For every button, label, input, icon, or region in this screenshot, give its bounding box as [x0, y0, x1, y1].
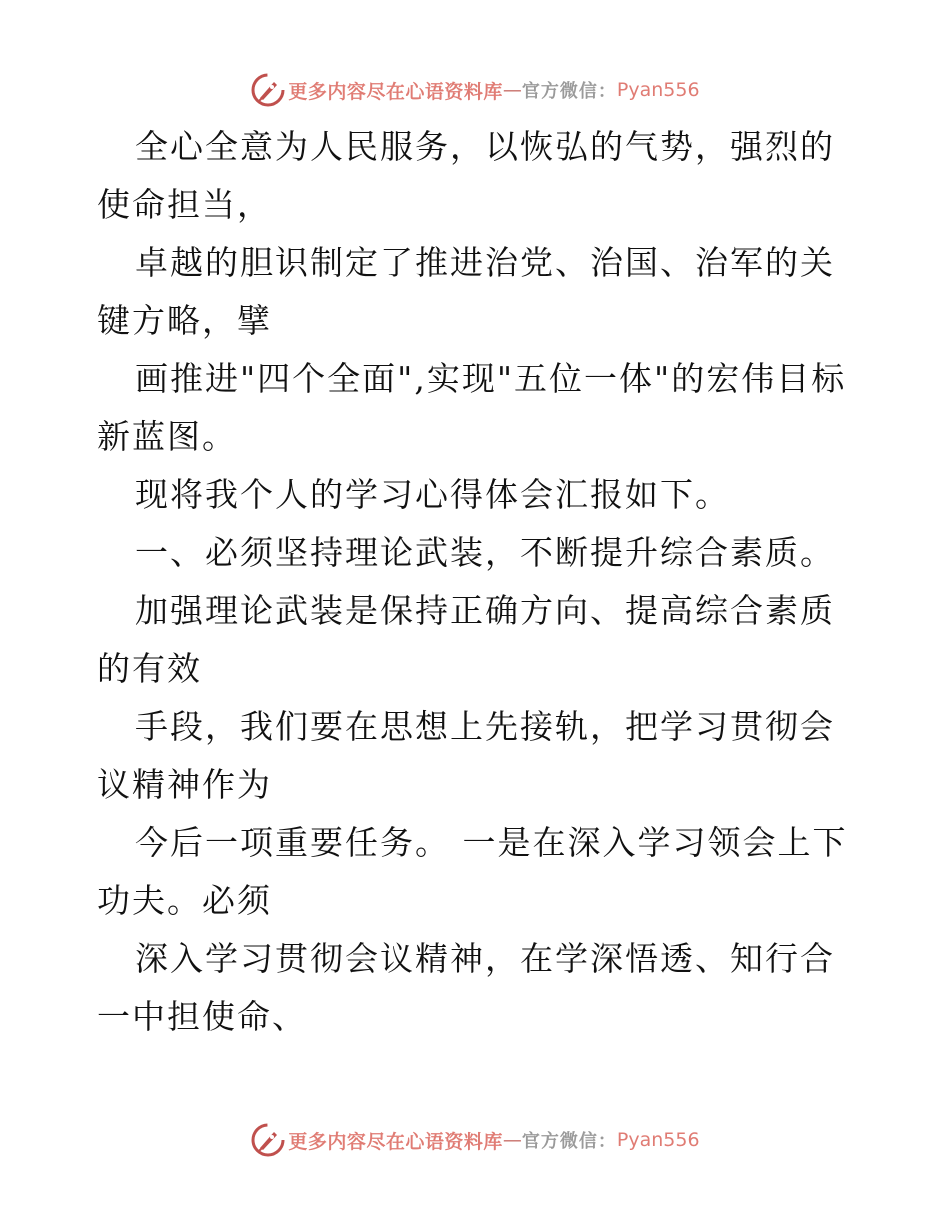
- banner-dash: —: [502, 79, 522, 101]
- banner-dash: —: [502, 1129, 522, 1151]
- paragraph: 现将我个人的学习心得体会汇报如下。: [135, 475, 730, 514]
- paragraph: 画推进"四个全面",实现"五位一体"的宏伟目标新蓝图。: [97, 359, 847, 456]
- banner-wechat-id: Pyan556: [616, 79, 700, 101]
- banner-wechat-label: 官方微信：: [521, 81, 617, 102]
- paragraph: 今后一项重要任务。 一是在深入学习领会上下功夫。必须: [97, 823, 848, 920]
- footer-banner: [0, 1120, 950, 1160]
- paragraph: 手段，我们要在思想上先接轨，把学习贯彻会议精神作为: [97, 707, 835, 804]
- paragraph: 全心全意为人民服务，以恢弘的气势，强烈的使命担当，: [97, 127, 835, 224]
- banner-site-name: 更多内容尽在心语资料库: [288, 1130, 503, 1153]
- paragraph: 深入学习贯彻会议精神，在学深悟透、知行合一中担使命、: [97, 939, 835, 1036]
- banner-wechat-id: Pyan556: [616, 1129, 700, 1151]
- banner-wechat-label: 官方微信：: [521, 1131, 617, 1152]
- pen-nib-logo-icon: [250, 1122, 286, 1158]
- pen-nib-logo-icon: [250, 72, 286, 108]
- banner-site-name: 更多内容尽在心语资料库: [288, 80, 503, 103]
- paragraph: 卓越的胆识制定了推进治党、治国、治军的关键方略，擘: [97, 243, 835, 340]
- paragraph: 加强理论武装是保持正确方向、提高综合素质的有效: [97, 591, 835, 688]
- document-body: [97, 118, 867, 1046]
- section-heading: 一、必须坚持理论武装，不断提升综合素质。: [135, 533, 835, 572]
- header-banner: [0, 70, 950, 110]
